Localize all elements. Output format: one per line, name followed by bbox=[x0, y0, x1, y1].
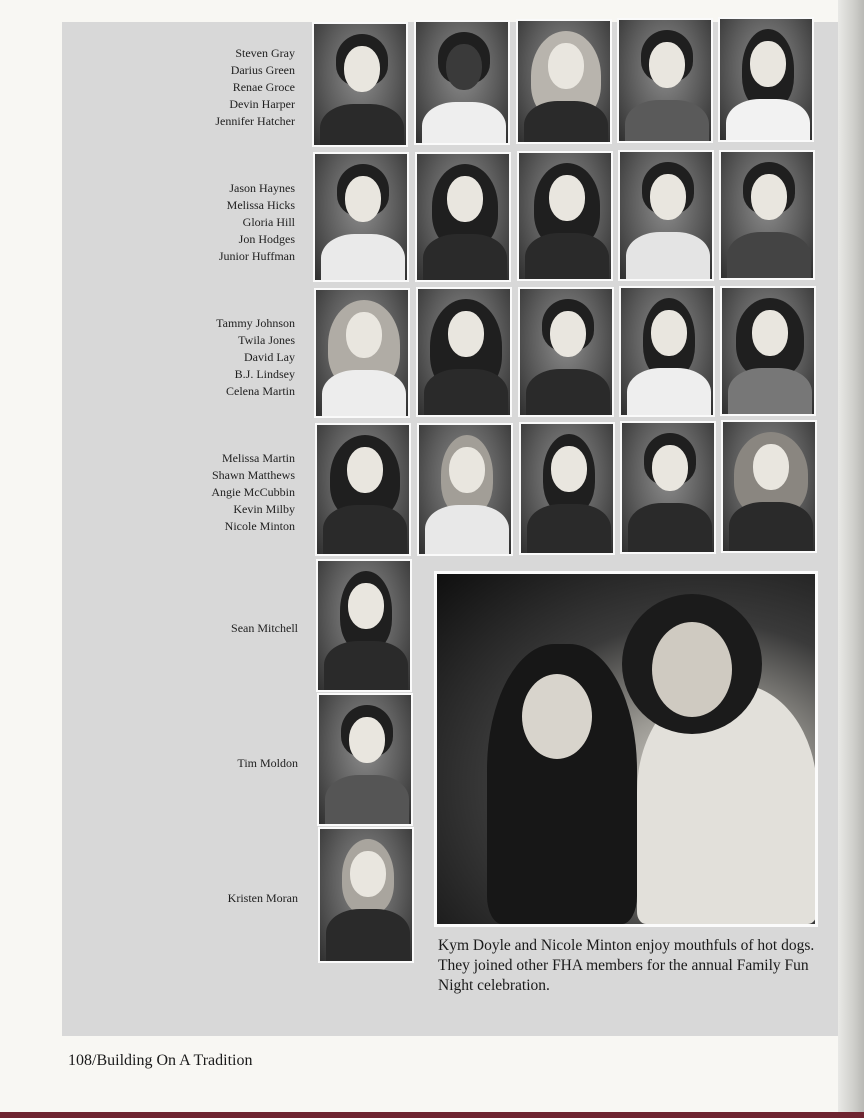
student-name: Gloria Hill bbox=[242, 215, 295, 229]
student-name: Shawn Matthews bbox=[212, 468, 295, 482]
student-name: Junior Huffman bbox=[218, 249, 295, 263]
portrait-photo bbox=[720, 286, 816, 416]
portrait-photo bbox=[416, 287, 512, 417]
student-name: Steven Gray bbox=[235, 46, 295, 60]
student-name: Celena Martin bbox=[226, 384, 295, 398]
portrait-photo bbox=[517, 151, 613, 281]
page-folio: 108/Building On A Tradition bbox=[68, 1052, 253, 1069]
student-name: Jason Haynes bbox=[229, 181, 295, 195]
student-name: Nicole Minton bbox=[224, 519, 295, 533]
portrait-photo bbox=[719, 150, 815, 280]
name-list-row-2 bbox=[75, 180, 295, 265]
portrait-photo bbox=[317, 693, 413, 826]
name-list-row-1 bbox=[75, 45, 295, 130]
student-name: B.J. Lindsey bbox=[234, 367, 295, 381]
photo-caption: Kym Doyle and Nicole Minton enjoy mouthfuls of hot dogs. They joined other FHA members for the annual Family Fun Night celebration. bbox=[438, 937, 815, 994]
portrait-photo bbox=[312, 22, 408, 147]
portrait-photo bbox=[519, 422, 615, 555]
student-name: Tim Moldon bbox=[237, 756, 298, 770]
student-name: Darius Green bbox=[230, 63, 295, 77]
portrait-photo bbox=[618, 150, 714, 281]
student-name: Twila Jones bbox=[238, 333, 295, 347]
portrait-photo bbox=[516, 19, 612, 144]
name-list-row-4 bbox=[75, 450, 295, 535]
student-name: Kristen Moran bbox=[227, 891, 298, 905]
student-name: Melissa Hicks bbox=[226, 198, 295, 212]
student-name: David Lay bbox=[244, 350, 295, 364]
student-name: Angie McCubbin bbox=[211, 485, 295, 499]
student-name: Kevin Milby bbox=[233, 502, 295, 516]
portrait-photo bbox=[316, 559, 412, 692]
student-name: Tammy Johnson bbox=[216, 316, 295, 330]
portrait-photo bbox=[414, 20, 510, 145]
portrait-photo bbox=[617, 18, 713, 143]
name-single bbox=[78, 890, 298, 907]
portrait-photo bbox=[620, 421, 716, 554]
name-single bbox=[78, 620, 298, 637]
student-name: Devin Harper bbox=[229, 97, 295, 111]
portrait-photo bbox=[318, 827, 414, 963]
portrait-photo bbox=[619, 286, 715, 417]
portrait-photo bbox=[314, 288, 410, 418]
name-list-row-3 bbox=[75, 315, 295, 400]
portrait-photo bbox=[417, 423, 513, 556]
student-name: Jon Hodges bbox=[238, 232, 295, 246]
student-name: Sean Mitchell bbox=[231, 621, 298, 635]
cover-edge bbox=[0, 1112, 864, 1118]
portrait-photo bbox=[313, 152, 409, 282]
student-name: Jennifer Hatcher bbox=[215, 114, 295, 128]
portrait-photo bbox=[718, 17, 814, 142]
portrait-photo bbox=[415, 152, 511, 282]
student-name: Renae Groce bbox=[232, 80, 295, 94]
portrait-photo bbox=[518, 287, 614, 417]
portrait-photo bbox=[315, 423, 411, 556]
page-binding-edge bbox=[838, 0, 864, 1118]
candid-photo bbox=[434, 571, 818, 927]
name-single bbox=[78, 755, 298, 772]
student-name: Melissa Martin bbox=[222, 451, 295, 465]
portrait-photo bbox=[721, 420, 817, 553]
